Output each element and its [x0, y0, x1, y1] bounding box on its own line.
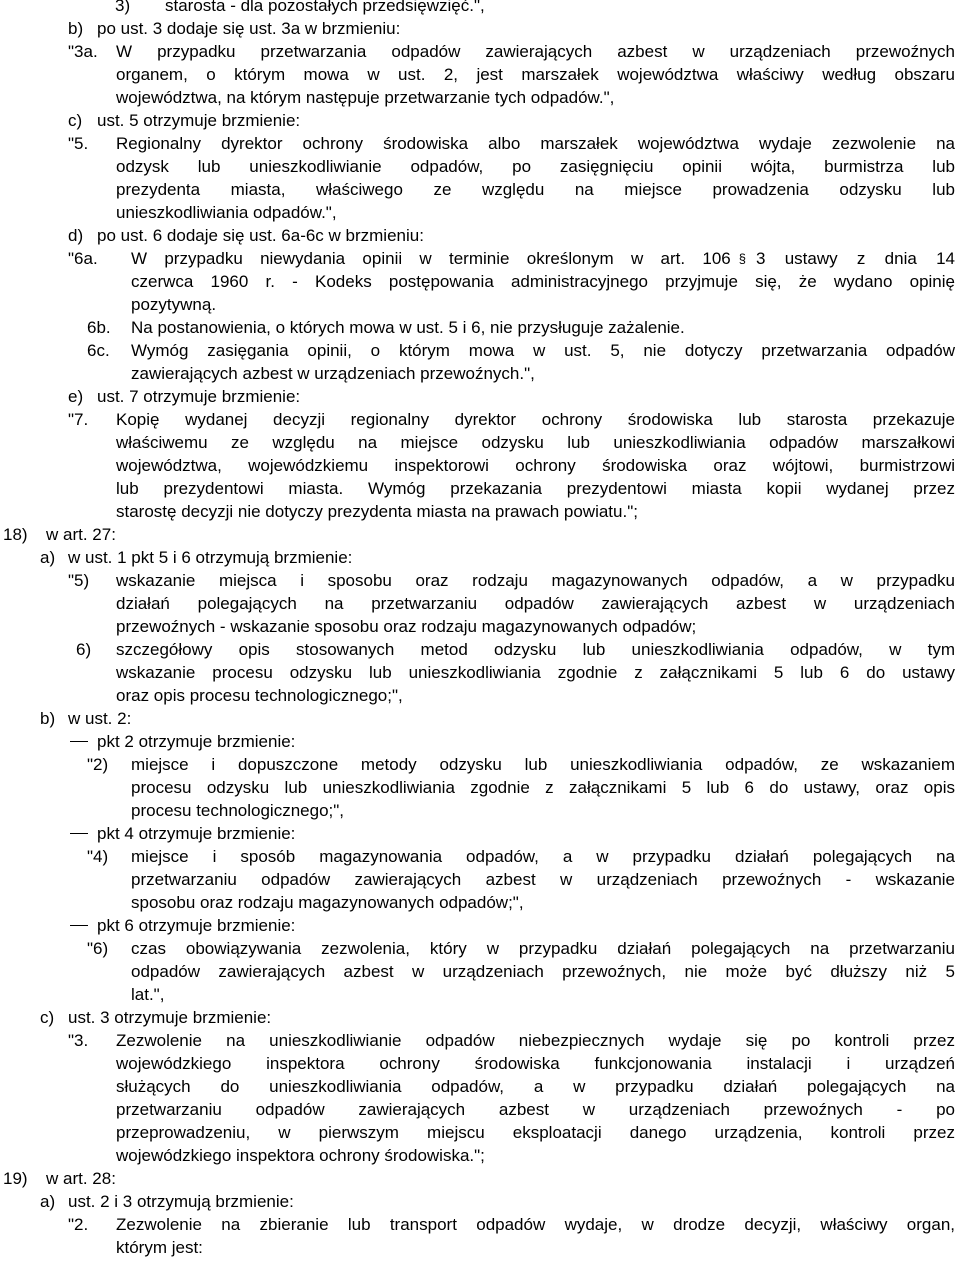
item-label: "3.	[68, 1031, 89, 1050]
text-line	[0, 201, 960, 224]
line-text: przeprowadzeniu, w pierwszym miejscu eksploatacji danego urządzenia, kontroli przez	[116, 1123, 955, 1142]
line-text: miejsce i sposób magazynowania odpadów, a w przypadku działań polegających na	[131, 847, 955, 866]
line-text: po ust. 6 dodaje się ust. 6a-6c w brzmieniu:	[97, 226, 424, 245]
item-label: c)	[68, 111, 83, 130]
line-text: wskazanie miejsca i sposobu oraz rodzaju magazynowanych odpadów, a w przypadku	[116, 571, 955, 590]
line-text: pkt 6 otrzymuje brzmienie:	[97, 916, 296, 935]
line-text: organem, o którym mowa w ust. 2, jest marszałek województwa właściwy według obszaru	[116, 65, 955, 84]
item-label: 18)	[3, 525, 28, 544]
item-label: d)	[68, 226, 84, 245]
item-label: 6c.	[87, 341, 110, 360]
line-text: sposobu oraz rodzaju magazynowanych odpadów;",	[131, 893, 524, 912]
text-line	[0, 914, 960, 937]
text-line	[0, 1190, 960, 1213]
dash-bullet	[70, 833, 88, 834]
text-line	[0, 0, 960, 17]
text-line	[0, 799, 960, 822]
line-text: Regionalny dyrektor ochrony środowiska albo marszałek województwa wydaje zezwolenie na	[116, 134, 955, 153]
text-line	[0, 1029, 960, 1052]
line-text: w ust. 2:	[68, 709, 132, 728]
item-label: c)	[40, 1008, 55, 1027]
text-line	[0, 1052, 960, 1075]
line-text: Kopię wydanej decyzji regionalny dyrektor ochrony środowiska lub starosta przekazuje	[116, 410, 955, 429]
text-line	[0, 224, 960, 247]
text-line	[0, 155, 960, 178]
item-label: 6b.	[87, 318, 111, 337]
dash-bullet	[70, 741, 88, 742]
item-label: "2.	[68, 1215, 89, 1234]
line-text: po ust. 3 dodaje się ust. 3a w brzmieniu:	[97, 19, 401, 38]
line-text: w art. 28:	[46, 1169, 116, 1188]
text-line	[0, 454, 960, 477]
line-text: pozytywną.	[131, 295, 217, 314]
line-text-with-section	[131, 247, 955, 270]
section-sign: §	[738, 251, 746, 266]
text-line	[0, 546, 960, 569]
line-text: pkt 4 otrzymuje brzmienie:	[97, 824, 296, 843]
dash-bullet	[70, 925, 88, 926]
text-line	[0, 569, 960, 592]
item-label: "6a.	[68, 249, 98, 268]
line-text: ust. 3 otrzymuje brzmienie:	[68, 1008, 272, 1027]
item-label: "7.	[68, 410, 89, 429]
line-text: Na postanowienia, o których mowa w ust. 5 i 6, nie przysługuje zażalenie.	[131, 318, 685, 337]
line-text: ust. 7 otrzymuje brzmienie:	[97, 387, 301, 406]
text-line	[0, 638, 960, 661]
item-label: "4)	[87, 847, 109, 866]
item-label: 3)	[115, 0, 131, 15]
text-line	[0, 707, 960, 730]
line-text: szczegółowy opis stosowanych metod odzysku lub unieszkodliwiania odpadów, w tym	[116, 640, 955, 659]
text-line	[0, 1213, 960, 1236]
line-text: przewoźnych - wskazanie sposobu oraz rodzaju magazynowanych odpadów;	[116, 617, 697, 636]
text-line	[0, 40, 960, 63]
line-text: Zezwolenie na unieszkodliwianie odpadów niebezpiecznych wydaje się po kontroli przez	[116, 1031, 955, 1050]
line-text: lub prezydentowi miasta. Wymóg przekazania prezydentowi miasta kopii wydanej przez	[116, 479, 955, 498]
line-text: Zezwolenie na zbieranie lub transport odpadów wydaje, w drodze decyzji, właściwy organ,	[116, 1215, 955, 1234]
line-text: ust. 2 i 3 otrzymują brzmienie:	[68, 1192, 294, 1211]
text-line	[0, 1167, 960, 1190]
text-line	[0, 339, 960, 362]
line-text: prezydenta miasta, właściwego ze względu na miejsce prowadzenia odzysku lub	[116, 180, 955, 199]
text-line	[0, 178, 960, 201]
text-line	[0, 270, 960, 293]
text-line	[0, 132, 960, 155]
item-label: 6)	[76, 640, 92, 659]
line-text: W przypadku przetwarzania odpadów zawierających azbest w urządzeniach przewoźnych	[116, 42, 955, 61]
text-line	[0, 86, 960, 109]
line-text: województwa, wojewódzkiemu inspektorowi ochrony środowiska oraz wójtowi, burmistrzowi	[116, 456, 955, 475]
line-text: odzysk lub unieszkodliwianie odpadów, po zasięgnięciu opinii wójta, burmistrza lub	[116, 157, 955, 176]
item-label: 19)	[3, 1169, 28, 1188]
text-line	[0, 523, 960, 546]
item-label: b)	[40, 709, 56, 728]
text-line	[0, 17, 960, 40]
line-text: unieszkodliwiania odpadów.",	[116, 203, 337, 222]
line-text: działań polegających na przetwarzaniu odpadów zawierających azbest w urządzeniach	[116, 594, 955, 613]
item-label: "3a.	[68, 42, 98, 61]
text-line	[0, 316, 960, 339]
text-line	[0, 776, 960, 799]
line-text: którym jest:	[116, 1238, 203, 1257]
line-text: procesu technologicznego;",	[131, 801, 345, 820]
text-line	[0, 63, 960, 86]
line-text: zawierających azbest w urządzeniach przewoźnych.",	[131, 364, 535, 383]
item-label: a)	[40, 548, 56, 567]
text-line	[0, 1121, 960, 1144]
line-text: 3 ustawy z dnia 14	[756, 249, 955, 268]
line-text: służących do unieszkodliwiania odpadów, a w przypadku działań polegających na	[116, 1077, 955, 1096]
text-line	[0, 477, 960, 500]
item-label: e)	[68, 387, 84, 406]
text-line	[0, 960, 960, 983]
item-label: "6)	[87, 939, 109, 958]
line-text: czas obowiązywania zezwolenia, który w przypadku działań polegających na przetwarzaniu	[131, 939, 955, 958]
line-text: województwa, na którym następuje przetwarzanie tych odpadów.",	[116, 88, 615, 107]
text-line	[0, 615, 960, 638]
line-text: ust. 5 otrzymuje brzmienie:	[97, 111, 301, 130]
line-text: procesu odzysku lub unieszkodliwiania zgodnie z załącznikami 5 lub 6 do ustawy, oraz opis	[131, 778, 955, 797]
text-line	[0, 293, 960, 316]
line-text: w ust. 1 pkt 5 i 6 otrzymują brzmienie:	[68, 548, 353, 567]
item-label: a)	[40, 1192, 56, 1211]
item-label: "5.	[68, 134, 89, 153]
line-text: przetwarzaniu odpadów zawierających azbest w urządzeniach przewoźnych - po	[116, 1100, 955, 1119]
text-line	[0, 891, 960, 914]
item-label: "2)	[87, 755, 109, 774]
line-text: wojewódzkiego inspektora ochrony środowiska funkcjonowania instalacji i urządzeń	[116, 1054, 955, 1073]
item-label: b)	[68, 19, 84, 38]
text-line	[0, 937, 960, 960]
line-text: Wymóg zasięgania opinii, o którym mowa w ust. 5, nie dotyczy przetwarzania odpadów	[131, 341, 955, 360]
text-line	[0, 592, 960, 615]
text-line	[0, 1236, 960, 1259]
text-line	[0, 730, 960, 753]
text-line	[0, 684, 960, 707]
line-text: starostę decyzji nie dotyczy prezydenta miasta na prawach powiatu.";	[116, 502, 638, 521]
line-text: W przypadku niewydania opinii w terminie określonym w art. 106	[131, 249, 731, 268]
text-line	[0, 408, 960, 431]
line-text: pkt 2 otrzymuje brzmienie:	[97, 732, 296, 751]
text-line	[0, 500, 960, 523]
line-text: wojewódzkiego inspektora ochrony środowiska.";	[116, 1146, 485, 1165]
text-line	[0, 1006, 960, 1029]
text-line	[0, 661, 960, 684]
text-line	[0, 983, 960, 1006]
text-line	[0, 1144, 960, 1167]
line-text: odpadów zawierających azbest w urządzeniach przewoźnych, nie może być dłuższy niż 5	[131, 962, 955, 981]
text-line	[0, 822, 960, 845]
line-text: właściwemu ze względu na miejsce odzysku lub unieszkodliwiania odpadów marszałkowi	[116, 433, 955, 452]
text-line	[0, 1098, 960, 1121]
text-line	[0, 385, 960, 408]
line-text: lat.",	[131, 985, 165, 1004]
line-text: w art. 27:	[46, 525, 116, 544]
text-line	[0, 845, 960, 868]
text-line	[0, 247, 960, 270]
line-text: przetwarzaniu odpadów zawierających azbest w urządzeniach przewoźnych - wskazanie	[131, 870, 955, 889]
line-text: oraz opis procesu technologicznego;",	[116, 686, 403, 705]
text-line	[0, 109, 960, 132]
text-line	[0, 753, 960, 776]
text-line	[0, 431, 960, 454]
line-text: miejsce i dopuszczone metody odzysku lub unieszkodliwiania odpadów, ze wskazaniem	[131, 755, 955, 774]
line-text: wskazanie procesu odzysku lub unieszkodliwiania zgodnie z załącznikami 5 lub 6 do ustawy	[116, 663, 955, 682]
line-text: czerwca 1960 r. - Kodeks postępowania administracyjnego przyjmuje się, że wydano opinię	[131, 272, 955, 291]
text-line	[0, 362, 960, 385]
item-label: "5)	[68, 571, 90, 590]
text-line	[0, 868, 960, 891]
line-text: starosta - dla pozostałych przedsięwzięć.",	[165, 0, 485, 15]
text-line	[0, 1075, 960, 1098]
